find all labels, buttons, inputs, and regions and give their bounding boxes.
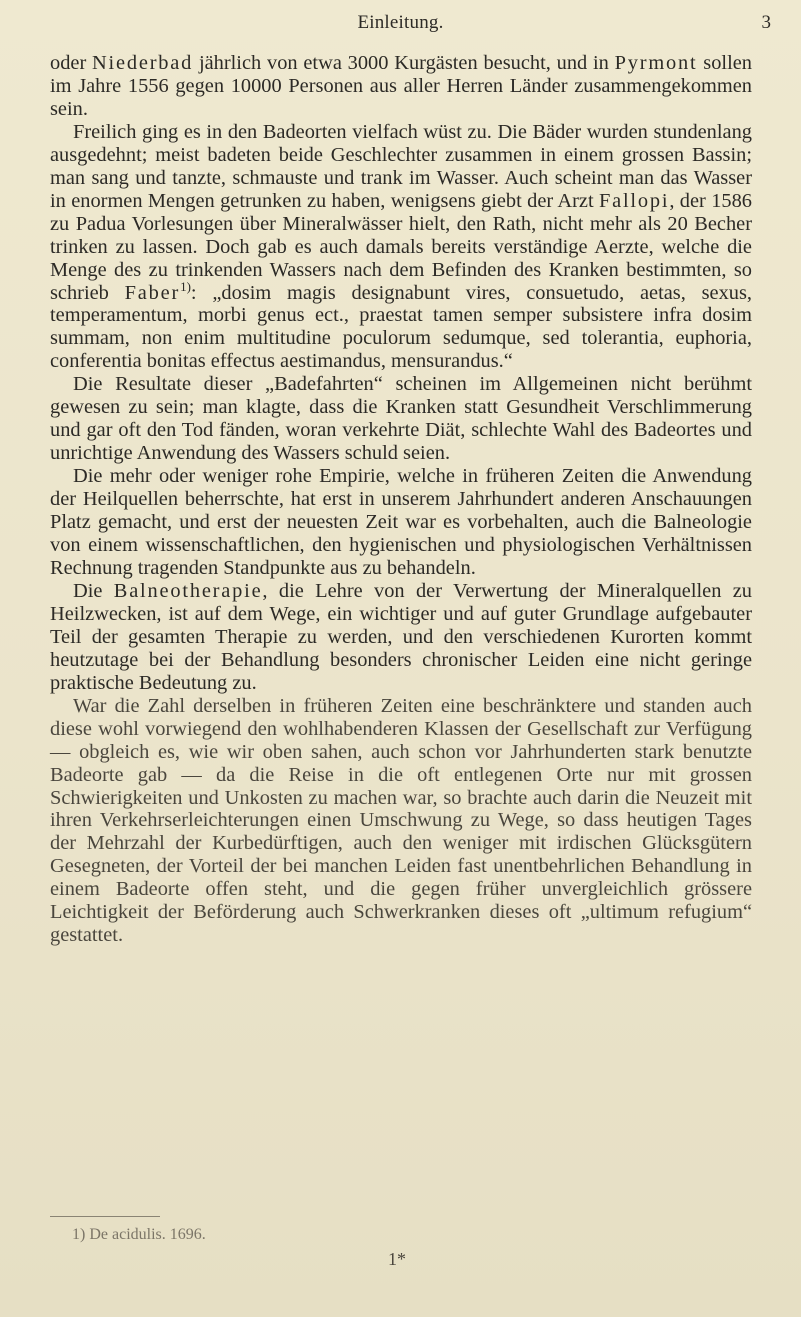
spaced-name: Niederbad bbox=[92, 52, 194, 74]
paragraph bbox=[50, 52, 752, 121]
page-header bbox=[0, 12, 801, 42]
footnote-rule bbox=[50, 1216, 160, 1217]
footnote-marker: 1) bbox=[180, 278, 191, 294]
text-run: War die Zahl derselben in früheren Zeiten eine beschränktere und standen auch diese wohl vorwiegend den wohlhabenderen Klassen der Gesellschaft zur Verfügung — obgleich es, wie wir oben sahen, auch schon vor Jahrhunderten stark benutzte Badeorte gab — da die Reise in die oft entlegenen Orte nur mit grossen Schwierigkeiten und Unkosten zu machen war, so brachte auch darin die Neuzeit mit ihren Verkehrserleichterungen einen Umschwung zu Wege, so dass heutigen Tages der Mehrzahl der Kurbedürftigen, auch den weniger mit irdischen Glücksgütern Gesegneten, der Vorteil der bei manchen Leiden fast unentbehrlichen Behandlung in einem Badeorte offen steht, und die gegen früher unvergleichlich grössere Leichtigkeit der Beförderung auch Schwerkranken dieses oft „ultimum refugium“ gestattet. bbox=[50, 694, 752, 947]
paragraph bbox=[50, 465, 752, 580]
paragraph bbox=[50, 580, 752, 695]
text-run: sollen im Jahre 1556 gegen 10000 Personen aus aller Herren Länder zusammengekommen sein. bbox=[50, 52, 752, 120]
text-run: Freilich ging es in den Badeorten vielfach wüst zu. Die Bäder wurden stundenlang ausgedehnt; meist badeten beide Geschlechter zusammen in einem grossen Bassin; man sang und tanzte, schmauste und trank im Wasser. Auch scheint man das Wasser in enormen Mengen getrunken zu haben, wenigsens giebt der Arzt bbox=[50, 120, 752, 212]
spaced-name: Pyrmont bbox=[614, 52, 698, 74]
spaced-name: Faber bbox=[124, 281, 181, 304]
text-run: oder bbox=[50, 52, 93, 74]
running-head: Einleitung. bbox=[357, 12, 444, 33]
paragraph bbox=[50, 695, 752, 947]
paragraph bbox=[50, 373, 752, 465]
text-run: Die mehr oder weniger rohe Empirie, welche in früheren Zeiten die Anwendung der Heilquellen beherrschte, hat erst in unserem Jahrhundert anderen Anschauungen Platz gemacht, und erst der neuesten Zeit war es vorbehalten, auch die Balneologie von einem wissenschaftlichen, den hygienischen und physiologischen Verhältnissen Rechnung tragenden Standpunkte aus zu behandeln. bbox=[50, 465, 752, 579]
text-run: jährlich von etwa 3000 Kurgästen besucht, und in bbox=[193, 52, 615, 74]
text-run: Die Resultate dieser „Badefahrten“ scheinen im Allgemeinen nicht berühmt gewesen zu sein; man klagte, dass die Kranken statt Gesundheit Verschlimmerung und gar oft den Tod fänden, woran verkehrte Diät, schlechte Wahl des Badeortes und unrichtige Anwendung des Wassers schuld seien. bbox=[50, 373, 752, 465]
printer-signature: 1* bbox=[388, 1249, 406, 1269]
text-run: Die bbox=[73, 579, 114, 602]
paragraph bbox=[50, 121, 752, 373]
text-run: : „dosim magis designabunt vires, consuetudo, aetas, sexus, temperamentum, morbi genus ect., praestat tamen semper subsistere infra dosim summam, non enim multitudine poculorum sedumque, sed tolerantia, euphoria, conferentia bonitas effectus aestimandus, mensurandus.“ bbox=[50, 281, 752, 373]
text-run: , die Lehre von der Verwertung der Mineralquellen zu Heilzwecken, ist auf dem Wege, ein wichtiger und auf guter Grundlage aufgebauter Teil der gesamten Therapie zu werden, und den verschiedenen Kurorten kommt heutzutage bei der Behandlung besonders chronischer Leiden eine nicht geringe praktische Bedeutung zu. bbox=[50, 579, 752, 694]
text-run: , der 1586 zu Padua Vorlesungen über Mineralwässer hielt, den Rath, nicht mehr als 20 Becher trinken zu lassen. Doch gab es auch damals bereits verständige Aerzte, welche die Menge des zu trinkenden Wassers nach dem Befinden des Kranken bestimmten, so schrieb bbox=[50, 189, 752, 304]
footnote: 1) De acidulis. 1696. bbox=[72, 1226, 206, 1243]
spaced-name: Fallopi bbox=[598, 189, 670, 212]
body-text bbox=[50, 52, 752, 947]
spaced-name: Balneotherapie bbox=[113, 579, 263, 602]
page-number: 3 bbox=[761, 12, 771, 33]
